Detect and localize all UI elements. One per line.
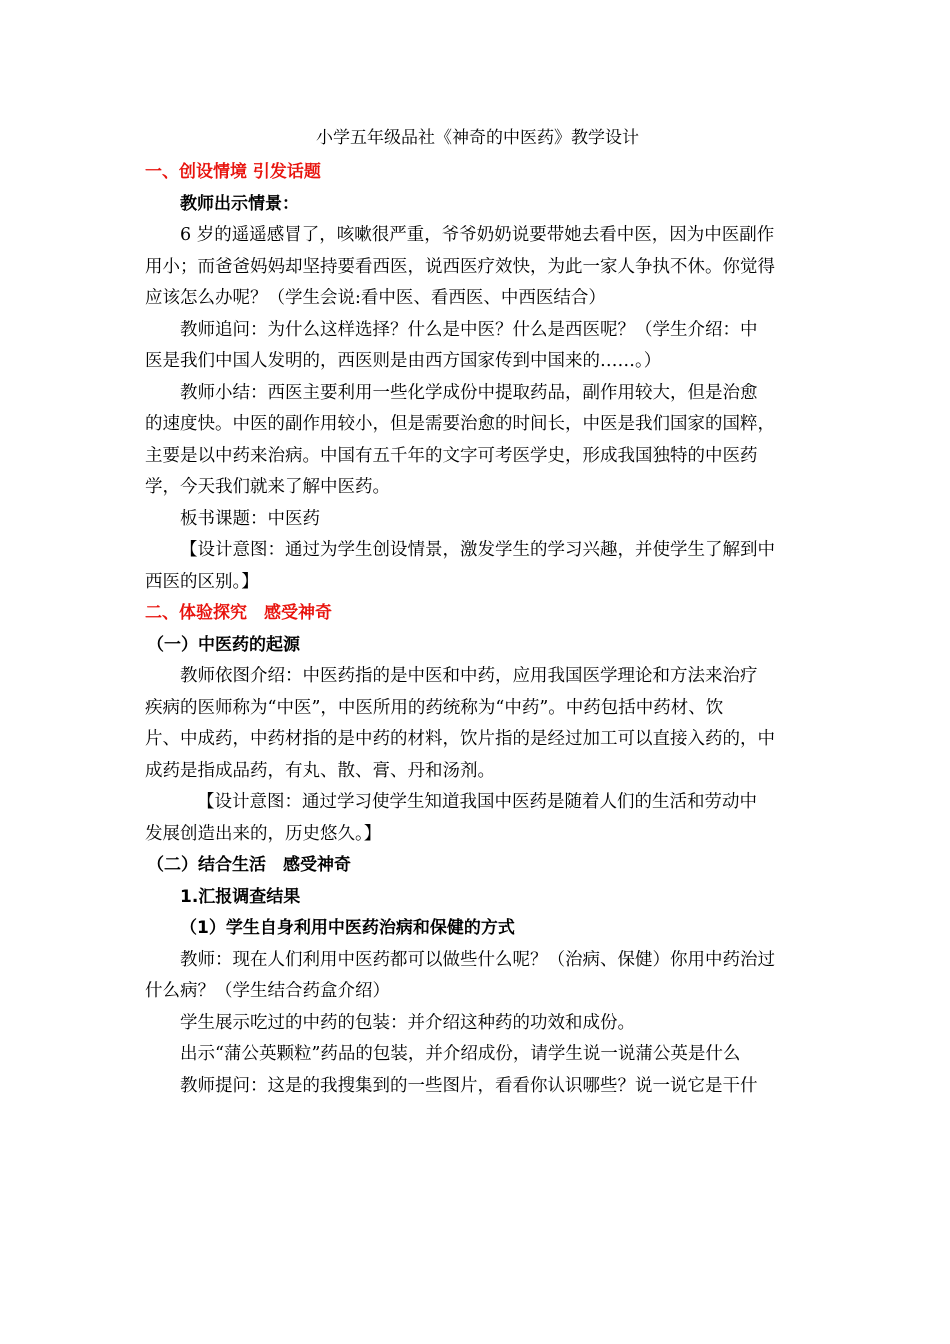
paragraph-line: 教师提问：这是的我搜集到的一些图片，看看你认识哪些？说一说它是干什	[180, 1075, 758, 1096]
section-heading-2: 二、体验探究 感受神奇	[145, 603, 332, 623]
section-heading-1: 一、创设情境 引发话题	[145, 162, 321, 182]
paragraph-line: 教师：现在人们利用中医药都可以做些什么呢？（治病、保健）你用中药治过	[180, 949, 775, 970]
paragraph-line: 应该怎么办呢？（学生会说:看中医、看西医、中西医结合）	[145, 288, 606, 308]
design-intent-note: 【设计意图：通过学习使学生知道我国中医药是随着人们的生活和劳动中	[197, 792, 757, 812]
paragraph-line: 片、中成药，中药材指的是中药的材料，饮片指的是经过加工可以直接入药的，中	[145, 729, 775, 749]
paragraph-line: 出示“蒲公英颗粒”药品的包装，并介绍成份，请学生说一说蒲公英是什么	[180, 1044, 741, 1064]
paragraph-line: 的速度快。中医的副作用较小，但是需要治愈的时间长，中医是我们国家的国粹，	[145, 414, 775, 434]
paragraph-line: 教师追问：为什么这样选择？什么是中医？什么是西医呢？（学生介绍：中	[180, 319, 758, 340]
item-heading-report: 1.汇报调查结果	[180, 886, 301, 907]
paragraph-line: 板书课题：中医药	[180, 508, 320, 529]
document-title: 小学五年级品社《神奇的中医药》教学设计	[316, 128, 639, 148]
paragraph-line: 什么病？（学生结合药盒介绍）	[145, 981, 390, 1001]
design-intent-note: 【设计意图：通过为学生创设情景，激发学生的学习兴趣，并使学生了解到中	[180, 540, 775, 560]
document-body	[145, 128, 810, 1102]
paragraph-line: 主要是以中药来治病。中国有五千年的文字可考医学史，形成我国独特的中医药	[145, 445, 758, 466]
paragraph-line: 学，今天我们就来了解中医药。	[145, 477, 390, 497]
item-heading-methods: （1）学生自身利用中医药治病和保健的方式	[180, 918, 515, 938]
design-intent-note: 西医的区别。】	[145, 571, 259, 592]
paragraph-line: 教师小结：西医主要利用一些化学成份中提取药品，副作用较大，但是治愈	[180, 382, 758, 403]
paragraph-line: 6 岁的遥遥感冒了，咳嗽很严重，爷爷奶奶说要带她去看中医，因为中医副作	[180, 225, 775, 245]
paragraph-line: 疾病的医师称为“中医”，中医所用的药统称为“中药”。中药包括中药材、饮	[145, 697, 724, 718]
paragraph-line: 医是我们中国人发明的，西医则是由西方国家传到中国来的……。）	[145, 351, 662, 371]
paragraph-line: 学生展示吃过的中药的包装：并介绍这种药的功效和成份。	[180, 1012, 635, 1033]
subheading-scenario: 教师出示情景：	[180, 193, 299, 214]
paragraph-line: 教师依图介绍：中医药指的是中医和中药，应用我国医学理论和方法来治疗	[180, 666, 758, 686]
subsection-heading-life: （二）结合生活 感受神奇	[147, 855, 351, 875]
paragraph-line: 用小；而爸爸妈妈却坚持要看西医，说西医疗效快，为此一家人争执不休。你觉得	[145, 256, 775, 277]
paragraph-line: 成药是指成品药，有丸、散、膏、丹和汤剂。	[145, 760, 495, 781]
design-intent-note: 发展创造出来的，历史悠久。】	[145, 823, 382, 844]
subsection-heading-origin: （一）中医药的起源	[147, 634, 300, 655]
